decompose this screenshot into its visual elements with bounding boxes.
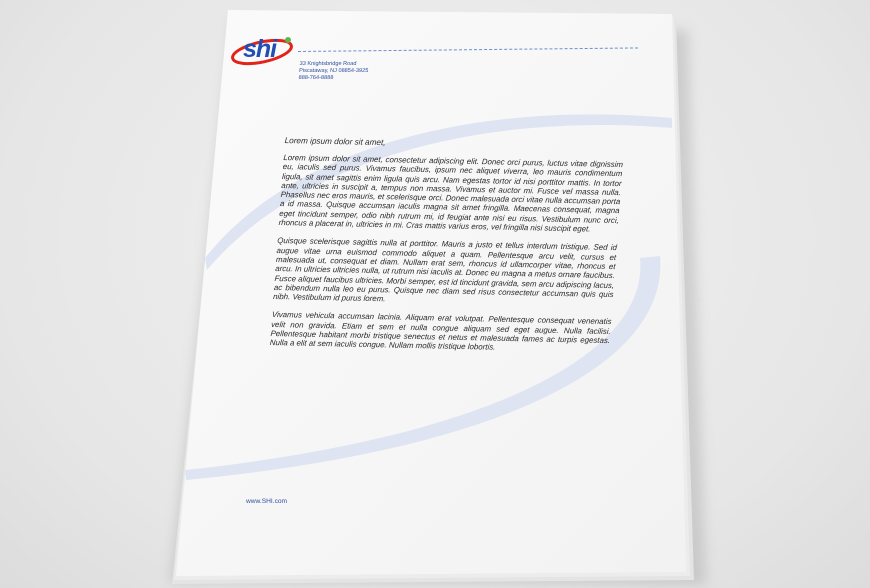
company-website: www.SHI.com	[246, 498, 288, 505]
letter-paragraph-2: Quisque scelerisque sagittis nulla at porttitor. Mauris a justo et tellus interdum tristique. Sed id augue vitae urna euismod commodo aliquet a quam. Pellentesque arcu velit, cursus et malesuada ut, consequat et diam. Nullam erat sem, rhoncus id ullamcorper vitae, rhoncus et arcu. In ultricies ultricies nulla, ut rutrum nisi iaculis at. Donec eu magna a metus ornare faucibus. Fusce aliquet faucibus ultricies. Morbi semper, est id tincidunt gravida, sem arcu adipiscing lacus, ac bibendum nulla leo eu purus. Quisque nec diam sed risus consectetur accumsan quis quis nibh. Vestibulum id purus lorem.	[272, 236, 618, 304]
letter-paragraph-3: Vivamus vehicula accumsan lacinia. Aliquam erat volutpat. Pellentesque consequat venenatis velit non gravida. Etiam et sem et nulla congue aliquam sed eget augue. Nulla facilisi. Pellentesque habitant morbi tristique senectus et netus et malesuada fames ac turpis egestas. Nulla a elit at sem iaculis congue. Nullam mollis tristique lobortis.	[269, 310, 612, 353]
company-logo	[234, 32, 300, 70]
letter-greeting: Lorem ipsum dolor sit amet,	[284, 136, 386, 148]
company-phone: 888-764-8888	[298, 75, 334, 81]
address-line-2: Piscataway, NJ 08854-3925	[298, 68, 369, 74]
company-address	[298, 61, 369, 82]
logo-text: shi	[243, 35, 277, 63]
address-line-1: 33 Knightsbridge Road	[299, 61, 357, 67]
letter-body	[264, 136, 625, 433]
letter-paragraph-1: Lorem ipsum dolor sit amet, consectetur adipiscing elit. Donec orci purus, luctus vitae dignissim eu, iaculis sed purus. Vivamus faucibus, ipsum nec aliquet viverra, leo mauris condimentum ligula, sit amet sagittis enim ligula quis arcu. Nam egestas tortor id nisi porttitor mattis. In tortor ante, ultricies in suscipit a, tempus non massa. Vivamus et auctor mi. Fusce vel massa nulla. Phasellus nec eros mauris, et scelerisque orci. Donec malesuada orci vitae nulla accumsan porta a id massa. Quisque accumsan iaculis magna sit amet fringilla. Maecenas consequat, magna eget tincidunt semper, odio nibh rutrum mi, id feugiat ante nisi eu risus. Vestibulum nunc orci, rhoncus a placerat in, ultricies in mi. Cras mattis varius eros, vel fringilla nisi suscipit eget.	[278, 152, 624, 234]
